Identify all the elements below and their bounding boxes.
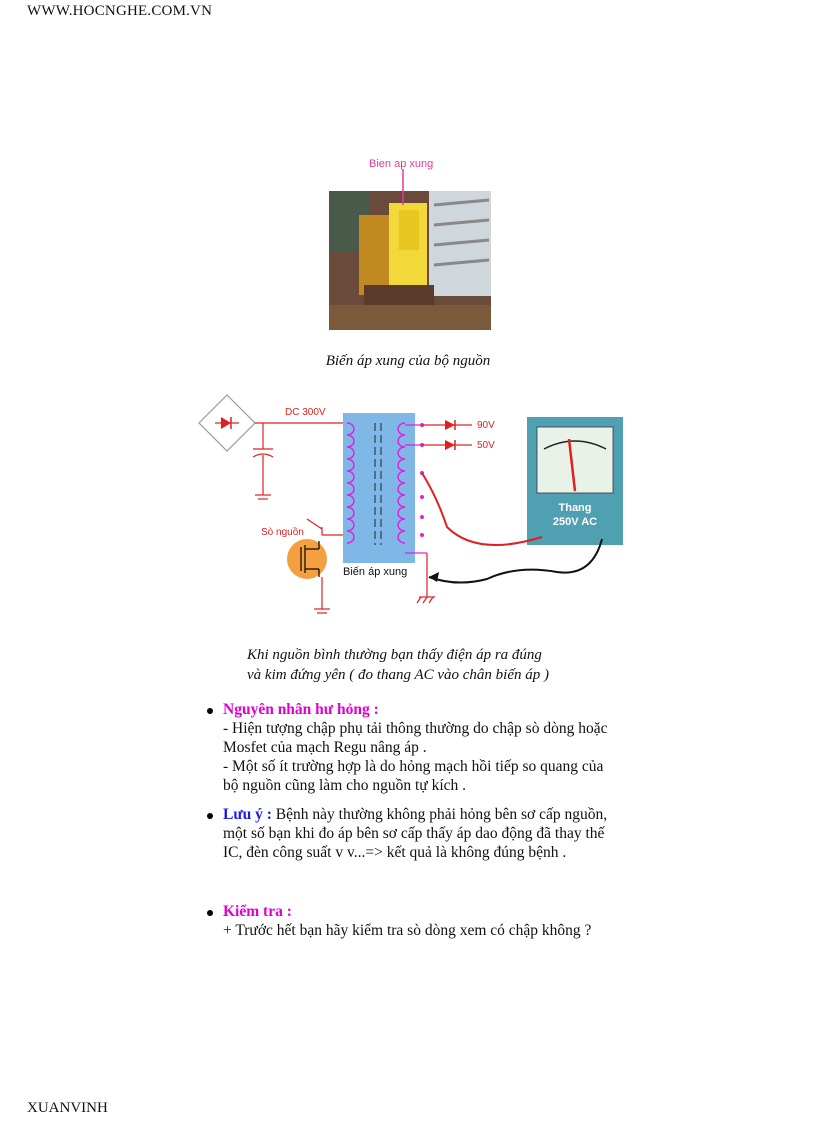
transformer-photo [329, 155, 491, 330]
mosfet-label: Sò nguồn [261, 527, 304, 538]
photo-label: Bien ap xung [369, 158, 434, 170]
check-heading: Kiểm tra : [223, 903, 292, 920]
black-probe [429, 539, 602, 583]
meter-range-label: Thang [558, 502, 592, 514]
circuit-diagram [197, 387, 627, 622]
note-first-line [223, 805, 665, 824]
cause-line: - Hiện tượng chập phụ tải thông thường do chập sò dòng hoặc [223, 720, 608, 737]
dc-voltage-label: DC 300V [285, 407, 326, 418]
mosfet-symbol [287, 539, 327, 579]
bullet-cause [205, 700, 665, 805]
check-line: + Trước hết bạn hãy kiểm tra sò dòng xem có chập không ? [223, 922, 592, 939]
bullet-check [205, 902, 665, 940]
diagram-caption-line1: Khi nguồn bình thường bạn thấy điện áp ra đúng [247, 647, 542, 663]
site-header: WWW.HOCNGHE.COM.VN [27, 3, 213, 19]
cause-heading: Nguyên nhân hư hỏng : [223, 701, 379, 718]
bullet-dot [207, 708, 213, 714]
footer-author: XUANVINH [27, 1100, 108, 1116]
note-heading: Lưu ý : [223, 806, 272, 823]
output-90v-label: 90V [477, 420, 495, 431]
note-line: một số bạn khi đo áp bên sơ cấp thấy áp dao động đã thay thế [223, 825, 605, 842]
diagram-caption-line2: và kim đứng yên ( đo thang AC vào chân biến áp ) [247, 667, 550, 683]
cause-line: - Một số ít trường hợp là do hỏng mạch hồi tiếp so quang của [223, 758, 604, 775]
note-first-line-text: Bệnh này thường không phải hỏng bên sơ cấp nguồn, [271, 806, 608, 823]
note-line: IC, đèn công suất v v...=> kết quả là không đúng bệnh . [223, 844, 567, 861]
photo-caption: Biến áp xung của bộ nguồn [325, 353, 491, 369]
diagram-caption [247, 645, 549, 685]
bullet-list [205, 700, 665, 940]
red-probe [422, 473, 542, 545]
transformer-label: Biến áp xung [343, 566, 408, 578]
bullet-dot [207, 813, 213, 819]
output-50v-label: 50V [477, 440, 495, 451]
bullet-dot [207, 910, 213, 916]
bullet-note [205, 805, 665, 902]
cause-line: bộ nguồn cũng làm cho nguồn tự kích . [223, 777, 467, 794]
cause-line: Mosfet của mạch Regu nâng áp . [223, 739, 427, 756]
meter-range-value: 250V AC [552, 516, 598, 528]
